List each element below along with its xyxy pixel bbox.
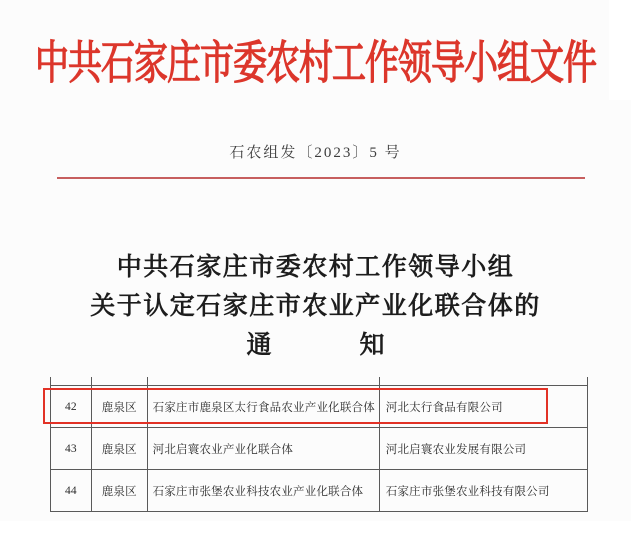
document-title-line2: 关于认定石家庄市农业产业化联合体的 xyxy=(90,293,541,320)
cell-district xyxy=(92,377,148,386)
cell-consortium: 石家庄市张堡农业科技农业产业化联合体 xyxy=(148,470,380,512)
cell-consortium xyxy=(148,377,380,386)
cell-no: 43 xyxy=(51,428,92,470)
scan-edge-bottom xyxy=(0,521,631,551)
cell-company xyxy=(380,377,587,386)
table-row xyxy=(51,470,587,512)
cell-district: 鹿泉区 xyxy=(92,470,148,512)
table-row xyxy=(51,386,587,428)
cell-company: 石家庄市张堡农业科技有限公司 xyxy=(380,470,587,512)
document-title xyxy=(0,248,631,365)
cell-district: 鹿泉区 xyxy=(92,428,148,470)
title-char-zhi: 知 xyxy=(359,332,385,359)
cell-consortium: 石家庄市鹿泉区太行食品农业产业化联合体 xyxy=(148,386,380,428)
cell-no xyxy=(51,377,92,386)
red-separator-rule xyxy=(57,177,585,179)
title-char-tong: 通 xyxy=(246,332,272,359)
consortium-table xyxy=(50,377,588,512)
cell-company: 河北太行食品有限公司 xyxy=(380,386,587,428)
cell-no: 44 xyxy=(51,470,92,512)
document-title-line3 xyxy=(0,326,631,365)
cell-company: 河北启寰农业发展有限公司 xyxy=(380,428,587,470)
document-number: 石农组发〔2023〕5 号 xyxy=(229,145,402,161)
table-row xyxy=(51,428,587,470)
letterhead-title: 中共石家庄市委农村工作领导小组文件 xyxy=(35,39,596,90)
table-row-partial xyxy=(51,377,587,386)
cell-consortium: 河北启寰农业产业化联合体 xyxy=(148,428,380,470)
table-body xyxy=(51,386,587,512)
cell-district: 鹿泉区 xyxy=(92,386,148,428)
document-title-line1: 中共石家庄市委农村工作领导小组 xyxy=(116,254,515,281)
cell-no: 42 xyxy=(51,386,92,428)
